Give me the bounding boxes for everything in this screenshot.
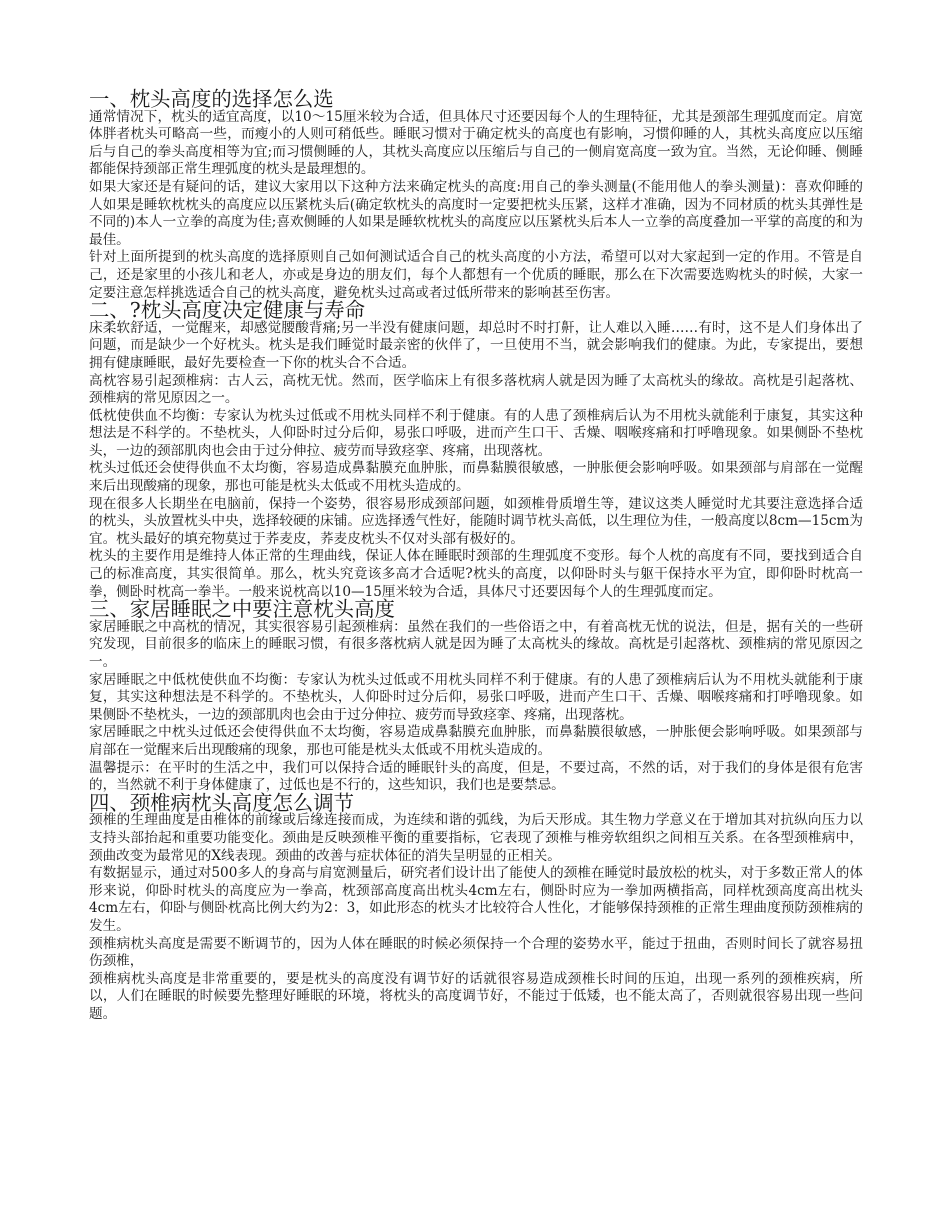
paragraph: 如果大家还是有疑问的话，建议大家用以下这种方法来确定枕头的高度:用自己的拳头测量(不能用他人的拳头测量)：喜欢仰睡的人如果是睡软枕枕头的高度应以压紧枕头后(确定软枕头的高度时一定要把枕头压紧，这样才准确，因为不同材质的枕头其弹性是不同的)本人一立拳的高度为佳;喜欢侧睡的人如果是睡软枕枕头的高度应以压紧枕头后本人一立拳的高度叠加一平掌的高度的和为最佳。: [89, 178, 863, 248]
paragraph: 颈椎的生理曲度是由椎体的前缘或后缘连接而成，为连续和谐的弧线，为后天形成。其生物力学意义在于增加其对抗纵向压力以支持头部抬起和重要功能变化。颈曲是反映颈椎平衡的重要指标，它表现了颈椎与椎旁软组织之间相互关系。在各型颈椎病中，颈曲改变为最常见的X线表现。颈曲的改善与症状体征的消失呈明显的正相关。: [89, 812, 863, 864]
paragraph: 针对上面所提到的枕头高度的选择原则自己如何测试适合自己的枕头高度的小方法，希望可以对大家起到一定的作用。不管是自己，还是家里的小孩儿和老人，亦或是身边的朋友们，每个人都想有一个优质的睡眠，那么在下次需要选购枕头的时候，大家一定要注意怎样挑选适合自己的枕头高度，避免枕头过高或者过低所带来的影响甚至伤害。: [89, 249, 863, 301]
paragraph: 家居睡眠之中低枕使供血不均衡：专家认为枕头过低或不用枕头同样不利于健康。有的人患了颈椎病后认为不用枕头就能利于康复，其实这种想法是不科学的。不垫枕头，人仰卧时过分后仰，易张口呼吸，进而产生口干、舌燥、咽喉疼痛和打呼噜现象。如果侧卧不垫枕头，一边的颈部肌肉也会由于过分伸拉、疲劳而导致痉挛、疼痛，出现落枕。: [89, 671, 863, 723]
paragraph: 低枕使供血不均衡：专家认为枕头过低或不用枕头同样不利于健康。有的人患了颈椎病后认为不用枕头就能利于康复，其实这种想法是不科学的。不垫枕头，人仰卧时过分后仰，易张口呼吸，进而产生口干、舌燥、咽喉疼痛和打呼噜现象。如果侧卧不垫枕头，一边的颈部肌肉也会由于过分伸拉、疲劳而导致痉挛、疼痛，出现落枕。: [89, 407, 863, 459]
paragraph: 床柔软舒适，一觉醒来，却感觉腰酸背痛;另一半没有健康问题，却总时不时打鼾，让人难以入睡……有时，这不是人们身体出了问题，而是缺少一个好枕头。枕头是我们睡觉时最亲密的伙伴了，一旦使用不当，就会影响我们的健康。为此，专家提出，要想拥有健康睡眠，最好先要检查一下你的枕头合不合适。: [89, 319, 863, 371]
paragraph: 有数据显示，通过对500多人的身高与肩宽测量后，研究者们设计出了能使人的颈椎在睡觉时最放松的枕头，对于多数正常人的体形来说，仰卧时枕头的高度应为一拳高，枕颈部高度高出枕头4cm左右，侧卧时应为一拳加两横指高，同样枕颈高度高出枕头4cm左右，仰卧与侧卧枕高比例大约为2：3，如此形态的枕头才比较符合人性化，才能够保持颈椎的正常生理曲度预防颈椎病的发生。: [89, 865, 863, 934]
section-heading-1: 一、枕头高度的选择怎么选: [89, 87, 334, 111]
paragraph: 高枕容易引起颈椎病：古人云，高枕无忧。然而，医学临床上有很多落枕病人就是因为睡了太高枕头的缘故。高枕是引起落枕、颈椎病的常见原因之一。: [89, 372, 863, 407]
section-heading-3: 三、家居睡眠之中要注意枕头高度: [89, 597, 395, 622]
paragraph: 温馨提示：在平时的生活之中，我们可以保持合适的睡眠针头的高度，但是，不要过高，不然的话，对于我们的身体是很有危害的，当然就不利于身体健康了，过低也是不行的，这些知识，我们也是要禁忌。: [89, 759, 863, 794]
paragraph: 枕头的主要作用是维持人体正常的生理曲线，保证人体在睡眠时颈部的生理弧度不变形。每个人枕的高度有不同，要找到适合自己的标准高度，其实很简单。那么，枕头究竟该多高才合适呢?枕头的高度，以仰卧时头与躯干保持水平为宜，即仰卧时枕高一拳，侧卧时枕高一拳半。一般来说枕高以10—15厘米较为合适，具体尺寸还要因每个人的生理弧度而定。: [89, 548, 863, 600]
paragraph: 通常情况下，枕头的适宜高度，以10～15厘米较为合适，但具体尺寸还要因每个人的生理特征，尤其是颈部生理弧度而定。肩宽体胖者枕头可略高一些，而瘦小的人则可稍低些。睡眠习惯对于确定枕头的高度也有影响，习惯仰睡的人，其枕头高度应以压缩后与自己的拳头高度相等为宜;而习惯侧睡的人，其枕头高度应以压缩后与自己的一侧肩宽高度一致为宜。当然，无论仰睡、侧睡都能保持颈部正常生理弧度的枕头是最理想的。: [89, 108, 863, 178]
paragraph: 现在很多人长期坐在电脑前，保持一个姿势，很容易形成颈部问题，如颈椎骨质增生等，建议这类人睡觉时尤其要注意选择合适的枕头，头放置枕头中央，选择较硬的床铺。应选择透气性好，能随时调节枕头高低，以生理位为佳，一般高度以8cm—15cm为宜。枕头最好的填充物莫过于荞麦皮，荞麦皮枕头不仅对头部有极好的。: [89, 495, 863, 547]
section-heading-2: 二、?枕头高度决定健康与寿命: [89, 298, 366, 323]
document-body: [89, 87, 863, 1023]
paragraph: 颈椎病枕头高度是需要不断调节的，因为人体在睡眠的时候必须保持一个合理的姿势水平，能过于扭曲，否则时间长了就容易扭伤颈椎，: [89, 935, 863, 970]
paragraph: 家居睡眠之中枕头过低还会使得供血不太均衡，容易造成鼻黏膜充血肿胀，而鼻黏膜很敏感，一肿胀便会影响呼吸。如果颈部与肩部在一觉醒来后出现酸痛的现象，那也可能是枕头太低或不用枕头造成的。: [89, 724, 863, 758]
paragraph: 颈椎病枕头高度是非常重要的，要是枕头的高度没有调节好的话就很容易造成颈椎长时间的压迫，出现一系列的颈椎疾病，所以，人们在睡眠的时候要先整理好睡眠的环境，将枕头的高度调节好，不能过于低矮，也不能太高了，否则就很容易出现一些问题。: [89, 970, 863, 1022]
paragraph: 枕头过低还会使得供血不太均衡，容易造成鼻黏膜充血肿胀，而鼻黏膜很敏感，一肿胀便会影响呼吸。如果颈部与肩部在一觉醒来后出现酸痛的现象，那也可能是枕头太低或不用枕头造成的。: [89, 460, 863, 495]
section-heading-4: 四、颈椎病枕头高度怎么调节: [89, 790, 355, 815]
paragraph: 家居睡眠之中高枕的情况，其实很容易引起颈椎病：虽然在我们的一些俗语之中，有着高枕无忧的说法，但是，据有关的一些研究发现，目前很多的临床上的睡眠习惯，有很多落枕病人就是因为睡了太高枕头的缘故。高枕是引起落枕、颈椎病的常见原因之一。: [89, 618, 863, 670]
